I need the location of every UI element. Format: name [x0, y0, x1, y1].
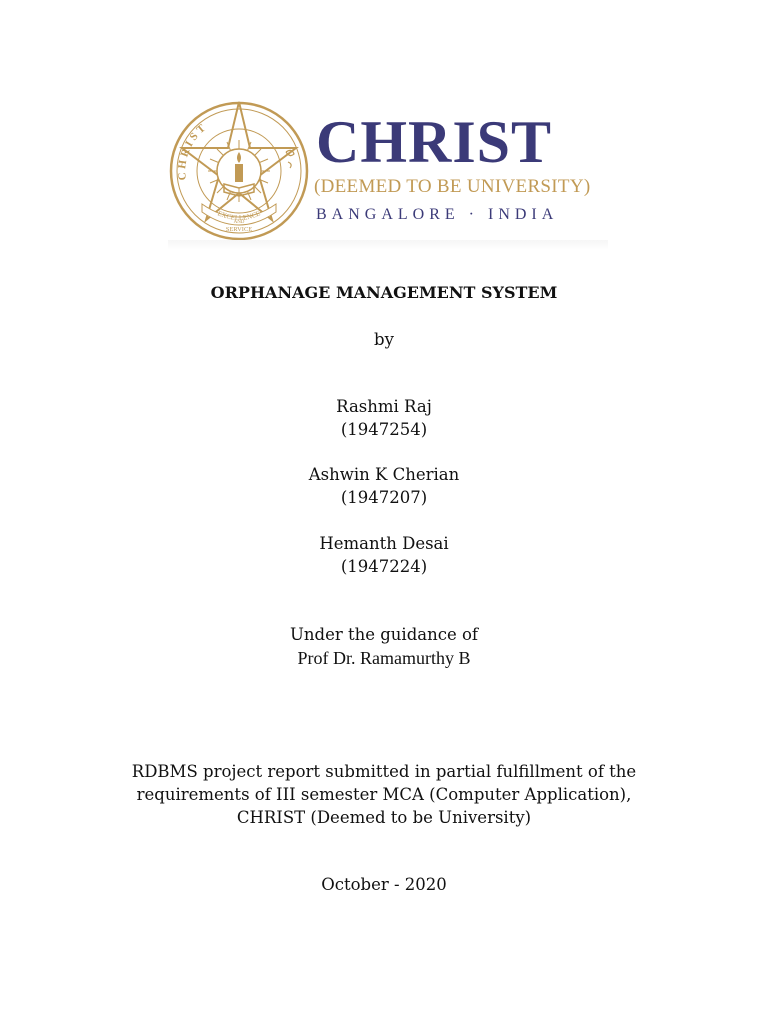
author-name: Ashwin K Cherian	[308, 465, 460, 484]
guide-name: Prof Dr. Ramamurthy B	[297, 648, 471, 668]
university-crest-icon	[168, 100, 310, 242]
report-title: ORPHANAGE MANAGEMENT SYSTEM	[210, 283, 558, 302]
submission-line: RDBMS project report submitted in partial fulfillment of the	[131, 762, 637, 781]
author-id: (1947224)	[340, 557, 428, 576]
logo-shadow	[168, 240, 608, 250]
crest-ring-text: CHRIST	[176, 120, 211, 181]
svg-text:CHRIST	[176, 120, 210, 180]
author-name: Hemanth Desai	[319, 534, 449, 553]
university-logo	[168, 100, 608, 250]
university-name: CHRIST	[316, 109, 553, 175]
university-wordmark	[314, 110, 604, 230]
crest-ribbon-and: AND	[233, 220, 245, 225]
author-id: (1947207)	[340, 488, 428, 507]
guidance-label: Under the guidance of	[289, 625, 479, 644]
author-name: Rashmi Raj	[336, 397, 432, 416]
author-id: (1947254)	[340, 420, 428, 439]
by-label: by	[374, 330, 394, 349]
submission-line: CHRIST (Deemed to be University)	[236, 808, 532, 827]
crest-ribbon-service: SERVICE	[225, 226, 253, 233]
submission-line: requirements of III semester MCA (Computer Application),	[136, 785, 632, 804]
university-subtitle: (DEEMED TO BE UNIVERSITY)	[314, 176, 591, 197]
report-date: October - 2020	[321, 875, 447, 894]
crest-ribbon-text: EXCELLENCE	[216, 209, 262, 223]
university-location: BANGALORE · INDIA	[316, 206, 559, 223]
